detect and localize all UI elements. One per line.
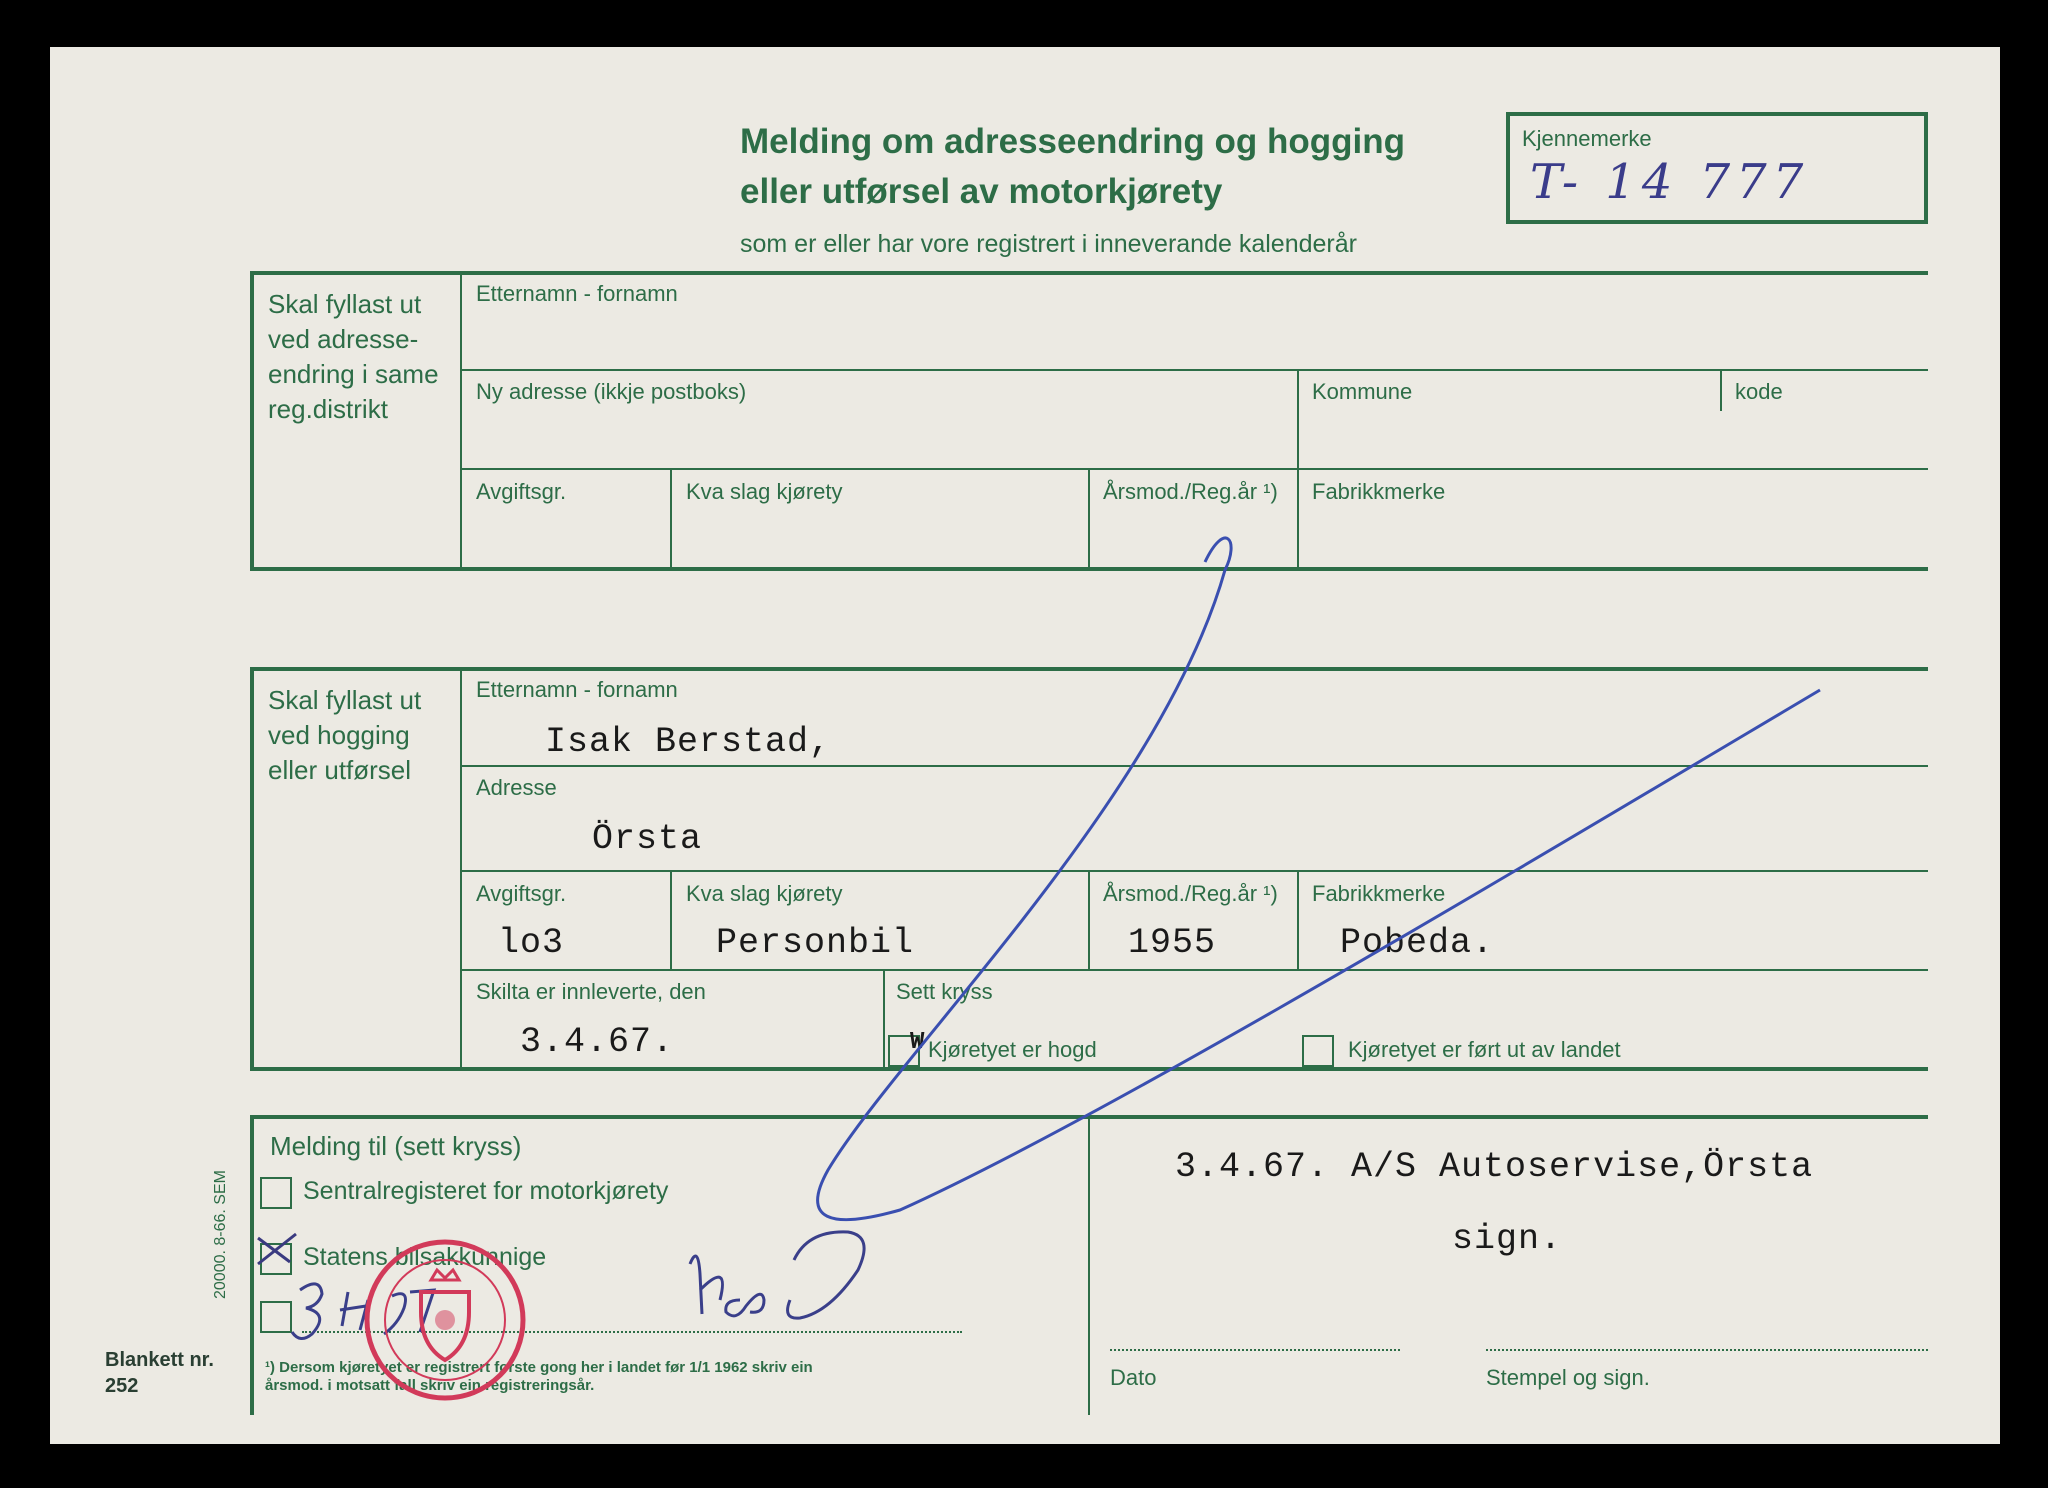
notify-heading: Melding til (sett kryss) [270, 1131, 522, 1161]
official-stamp [367, 1242, 523, 1398]
section2-fee-group-label: Avgiftsgr. [476, 881, 567, 906]
signature-typed-line2[interactable]: sign. [1452, 1219, 1563, 1259]
section1-code-label: kode [1735, 379, 1783, 404]
section1-fee-group-label: Avgiftsgr. [476, 479, 567, 504]
handwritten-date [292, 1284, 434, 1339]
section2-plates-label: Skilta er innleverte, den [476, 979, 706, 1004]
section2-vehicle-type-label: Kva slag kjørety [686, 881, 843, 906]
section2-model-year-value[interactable]: 1955 [1128, 923, 1217, 963]
form-title-line1: Melding om adresseendring og hogging [740, 122, 1406, 161]
section2-make-value[interactable]: Pobeda. [1340, 923, 1495, 963]
footnote: ¹) Dersom kjøretyet er registrert første gong her i landet før 1/1 1962 skriv ein årsmod. i motsatt fall skriv ein registreringsår. [265, 1359, 813, 1394]
section2-model-year-label: Årsmod./Reg.år ¹) [1103, 881, 1278, 906]
central-register-label: Sentralregisteret for motorkjørety [303, 1177, 669, 1205]
section1-heading: Skal fyllast ut ved adresse- endring i same reg.distrikt [268, 289, 439, 424]
cancel-stroke [818, 538, 1820, 1220]
print-code: 20000. 8-66. SEM [212, 1170, 229, 1299]
section2-name-value[interactable]: Isak Berstad, [545, 722, 832, 762]
section2-make-label: Fabrikkmerke [1312, 881, 1446, 906]
exported-label: Kjøretyet er ført ut av landet [1348, 1037, 1621, 1062]
section2-fee-group-value[interactable]: lo3 [498, 923, 565, 963]
state-inspectors-label: Statens bilsakkunnige [303, 1243, 547, 1271]
handwritten-initials [690, 1232, 864, 1318]
section2-address-value[interactable]: Örsta [592, 819, 703, 859]
date-label: Dato [1110, 1365, 1157, 1390]
scrapped-checkbox-mark: W [910, 1029, 926, 1056]
check-cross-mark [258, 1234, 296, 1264]
form-number: Blankett nr. 252 [105, 1349, 214, 1397]
section2-address-label: Adresse [476, 775, 557, 800]
signature-typed-line1[interactable]: 3.4.67. A/S Autoservise,Örsta [1175, 1147, 1814, 1187]
scrapped-label: Kjøretyet er hogd [928, 1037, 1097, 1062]
section2-name-label: Etternamn - fornamn [476, 677, 678, 702]
section1-name-label: Etternamn - fornamn [476, 281, 678, 306]
section1-model-year-label: Årsmod./Reg.år ¹) [1103, 479, 1278, 504]
section2-vehicle-type-value[interactable]: Personbil [716, 923, 915, 963]
section1-address-label: Ny adresse (ikkje postboks) [476, 379, 747, 404]
form-subtitle: som er eller har vore registrert i inneverande kalenderår [740, 230, 1357, 258]
section1-vehicle-type-label: Kva slag kjørety [686, 479, 843, 504]
section1-municipality-label: Kommune [1312, 379, 1413, 404]
section2-check-label: Sett kryss [896, 979, 993, 1004]
section2-heading: Skal fyllast ut ved hogging eller utførsel [268, 685, 422, 785]
section1-make-label: Fabrikkmerke [1312, 479, 1446, 504]
registration-value: T- 14 777 [1530, 154, 1810, 210]
stamp-label: Stempel og sign. [1486, 1365, 1650, 1390]
form-title-line2: eller utførsel av motorkjørety [740, 172, 1223, 211]
registration-label: Kjennemerke [1522, 126, 1652, 151]
section2-plates-date[interactable]: 3.4.67. [520, 1022, 675, 1062]
